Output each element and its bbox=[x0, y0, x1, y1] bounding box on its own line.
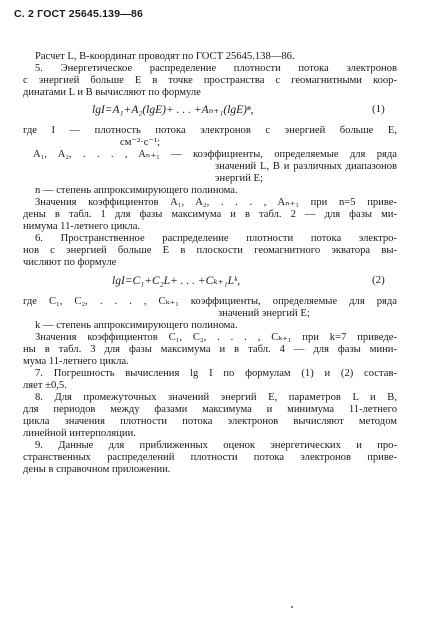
text-line: см⁻²·с⁻¹; bbox=[120, 137, 161, 148]
text-line: числяют по формуле bbox=[23, 257, 117, 268]
text-line: мума 11-летнего цикла. bbox=[23, 356, 129, 367]
text-line: динатами L и B вычисляют по формуле bbox=[23, 87, 201, 98]
text-line: нов с энергией больше E в плоскости геомагнитного экватора вы- bbox=[23, 245, 397, 256]
text-line: где I — плотность потока электронов с энергией больше E, bbox=[23, 125, 397, 136]
text-line: 7. Погрешность вычисления lg I по формулам (1) и (2) состав- bbox=[35, 368, 397, 379]
text-line: энергий E; bbox=[215, 173, 263, 184]
text-line: n — степень аппроксимирующего полинома. bbox=[35, 185, 238, 196]
text-line: значений L, B и различных диапазонов bbox=[215, 161, 397, 172]
page-header: С. 2 ГОСТ 25645.139—86 bbox=[14, 8, 144, 20]
text-line: k — степень аппроксимирующего полинома. bbox=[35, 320, 238, 331]
formula-1: lgI=A₁+A₂(lgE)+ . . . +Aₙ₊₁(lgE)ⁿ, bbox=[92, 104, 254, 116]
text-line: Расчет L, B-координат проводят по ГОСТ 25645.138—86. bbox=[35, 51, 295, 62]
text-line: Значения коэффициентов C₁, C₂, . . . , Cₖ₊₁ при k=7 приведе- bbox=[35, 332, 397, 343]
formula-2: lgI=C₁+C₂L+ . . . +Cₖ₊₁Lᵏ, bbox=[112, 275, 241, 287]
text-line: 5. Энергетическое распределение плотности потока электронов bbox=[35, 63, 397, 74]
text-line: дены в справочном приложении. bbox=[23, 464, 171, 475]
text-line: для периодов между фазами максимума и минимума 11-летнего bbox=[23, 404, 397, 415]
text-line: ны в табл. 3 для фазы максимума и в табл. 4 — для фазы мини- bbox=[23, 344, 397, 355]
text-line: линейной интерполяции. bbox=[23, 428, 136, 439]
text-line: 6. Пространственное распределение плотности потока электро- bbox=[35, 233, 397, 244]
text-line: Значения коэффициентов A₁, A₂, . . . , Aₙ₊₁ при n=5 приве- bbox=[35, 197, 397, 208]
text-line: нимума 11-летнего цикла. bbox=[23, 221, 141, 232]
text-line: ляет ±0,5. bbox=[23, 380, 67, 391]
text-line: дены в табл. 1 для фазы максимума и в табл. 2 — для фазы ми- bbox=[23, 209, 397, 220]
text-line: значений энергий E; bbox=[218, 308, 310, 319]
text-line: 8. Для промежуточных значений энергий E, параметров L и B, bbox=[35, 392, 397, 403]
formula-1-number: (1) bbox=[372, 103, 385, 115]
scan-speck bbox=[291, 606, 293, 608]
text-line: A₁, A₂, . . . , Aₙ₊₁ — коэффициенты, определяемые для ряда bbox=[33, 149, 397, 160]
text-line: где C₁, C₂, . . . , Cₖ₊₁ коэффициенты, определяемые для ряда bbox=[23, 296, 397, 307]
text-line: с энергией больше E в точке пространства с геомагнитными коор- bbox=[23, 75, 397, 86]
text-line: странственных распределений плотности потока электронов приве- bbox=[23, 452, 397, 463]
formula-2-number: (2) bbox=[372, 274, 385, 286]
text-line: цикла значения плотности потока электронов вычисляют методом bbox=[23, 416, 397, 427]
text-line: 9. Данные для приближенных оценок энергетических и про- bbox=[35, 440, 397, 451]
